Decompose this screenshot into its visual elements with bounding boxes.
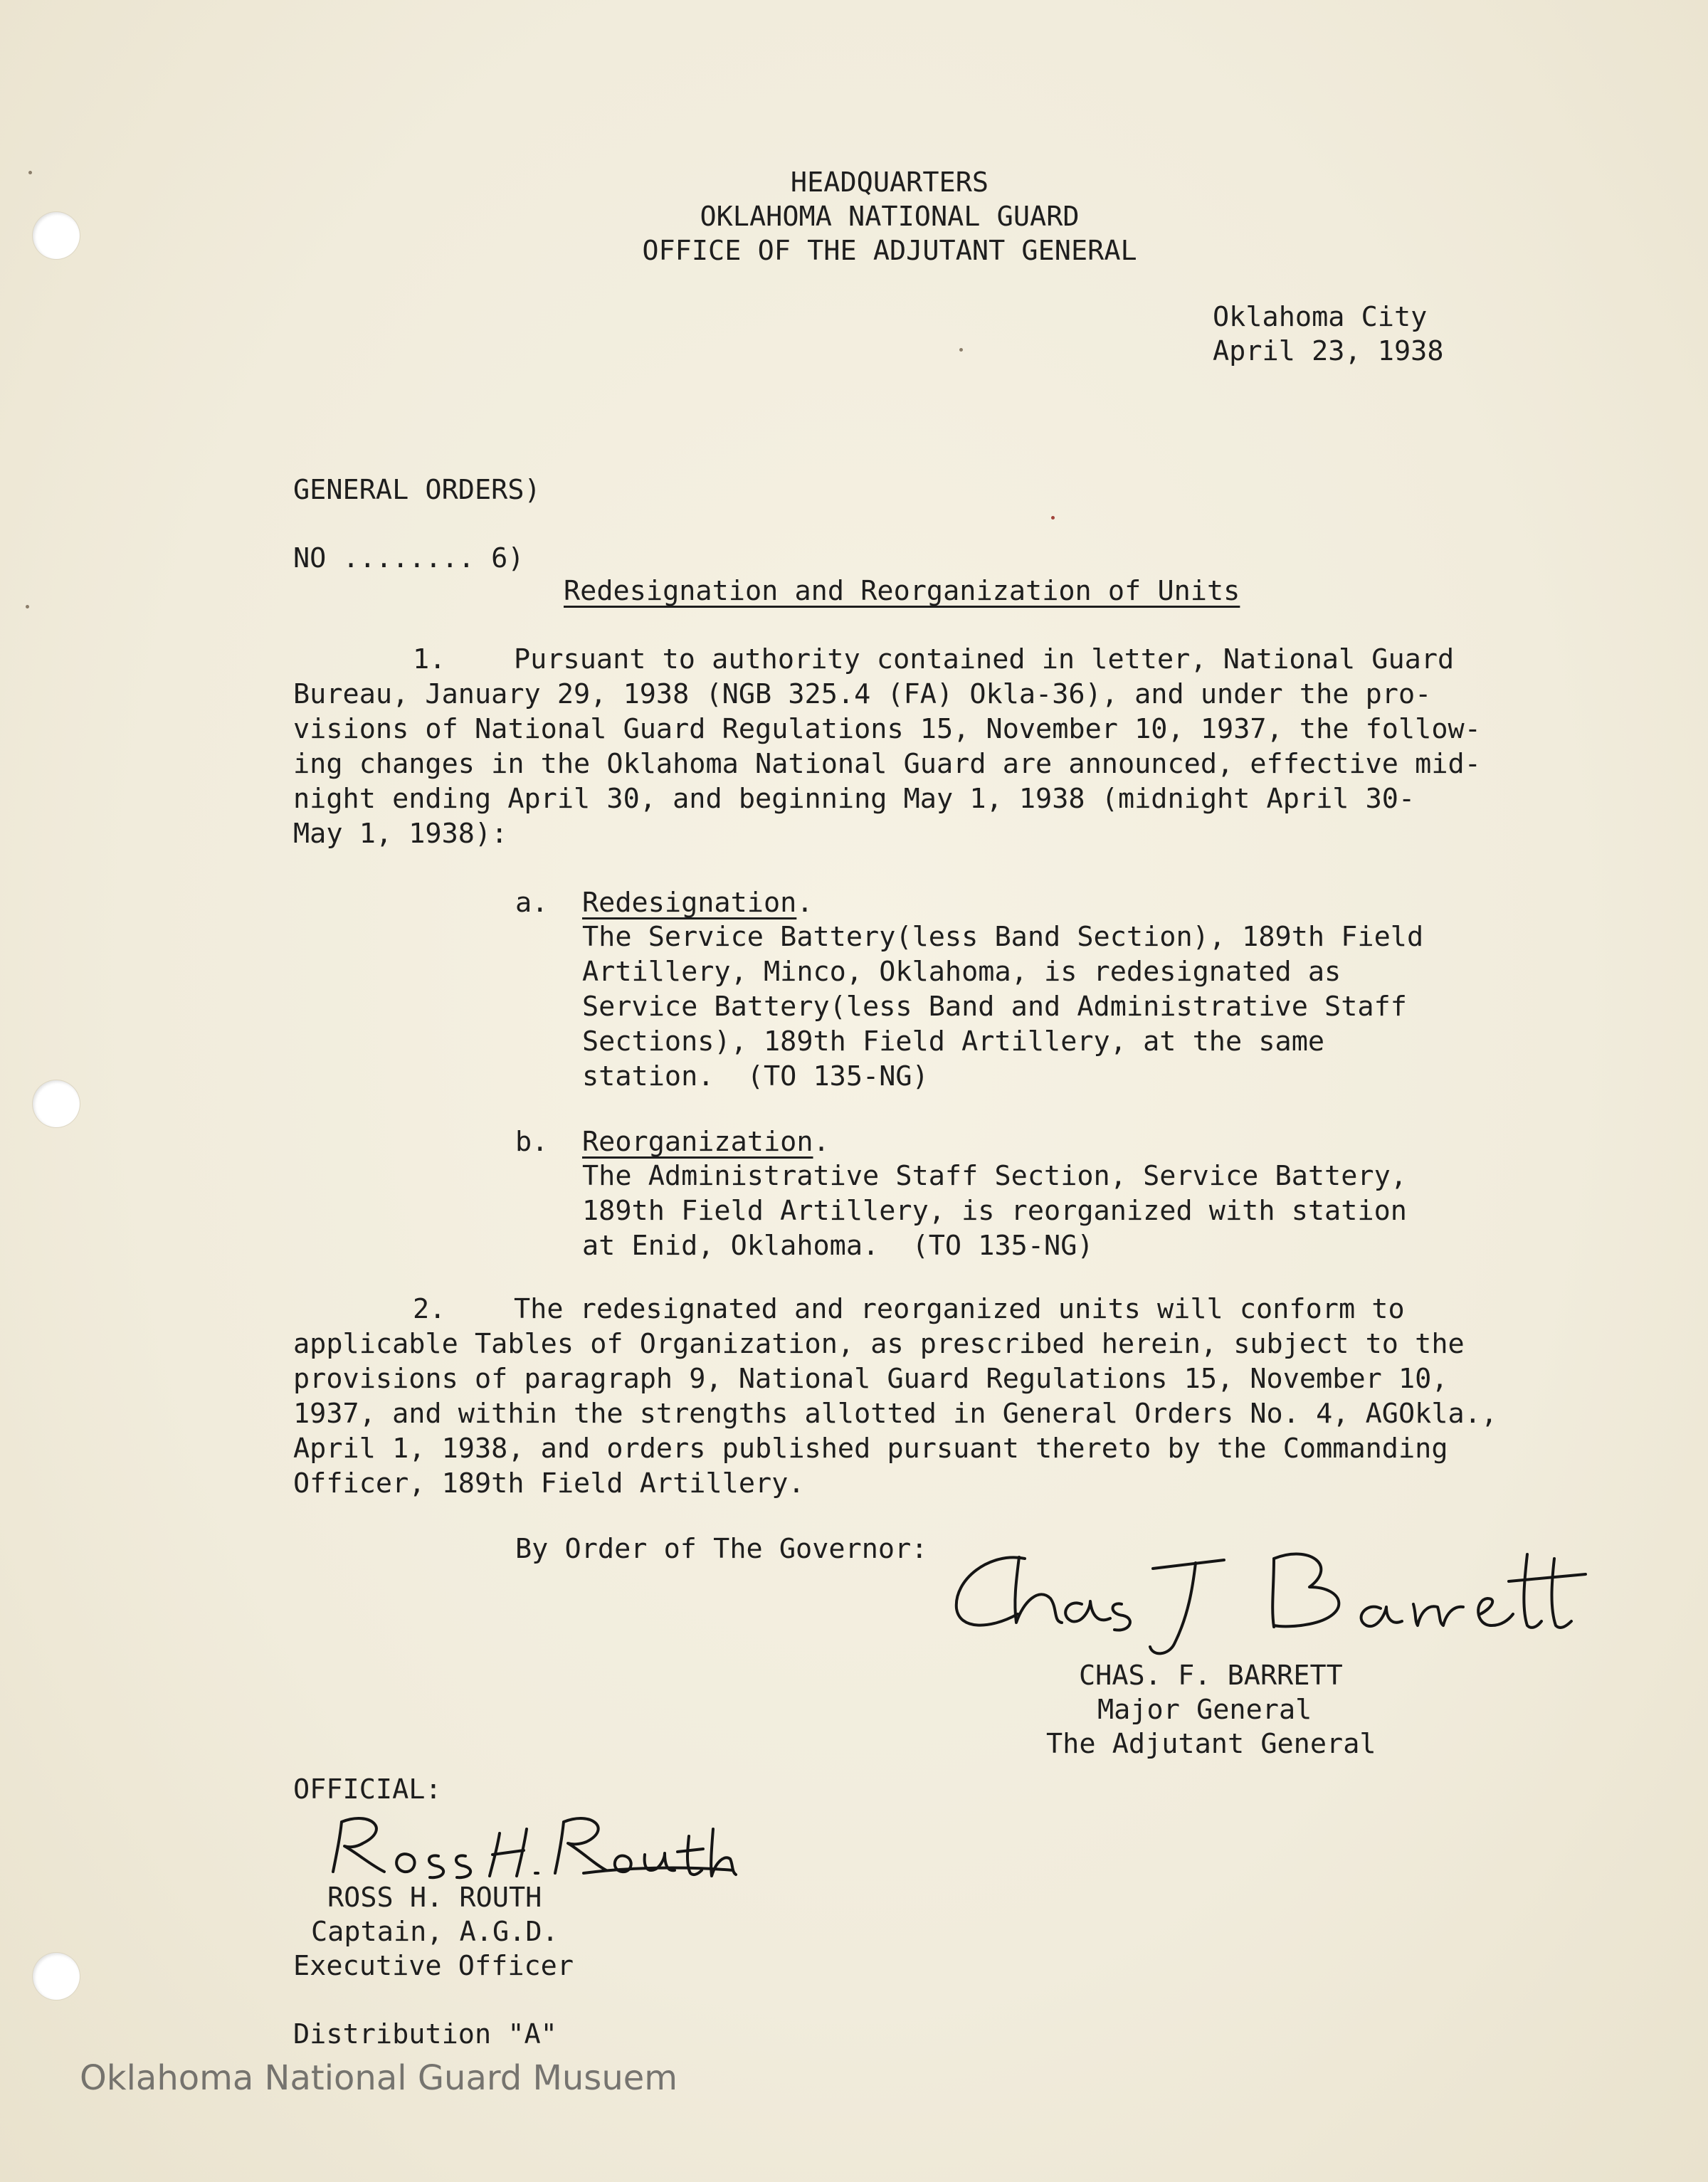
item-a-line: Service Battery(less Band and Administrative Staff <box>582 991 1407 1023</box>
routh-signature <box>313 1808 740 1886</box>
item-b-heading: Reorganization <box>582 1126 813 1158</box>
item-a-heading-row <box>582 885 813 920</box>
paragraph-2-line: applicable Tables of Organization, as prescribed herein, subject to the <box>293 1328 1465 1360</box>
paragraph-1-line: Bureau, January 29, 1938 (NGB 325.4 (FA) Okla-36), and under the pro- <box>293 678 1432 710</box>
item-b-heading-punct: . <box>813 1126 830 1158</box>
paragraph-2-line: 1937, and within the strengths allotted in General Orders No. 4, AGOkla., <box>293 1398 1498 1430</box>
item-a-line: Artillery, Minco, Oklahoma, is redesignated as <box>582 956 1341 988</box>
paper-speck <box>26 605 29 608</box>
item-b-letter: b. <box>515 1126 549 1158</box>
paragraph-2-number: 2. <box>413 1293 446 1325</box>
item-a-line: The Service Battery(less Band Section), 189th Field <box>582 921 1424 953</box>
general-orders-label: GENERAL ORDERS) <box>293 474 541 506</box>
barrett-signature <box>939 1530 1594 1658</box>
paragraph-1-line: visions of National Guard Regulations 15, November 10, 1937, the follow- <box>293 713 1481 745</box>
paper-speck <box>959 348 963 352</box>
paragraph-1-line: ing changes in the Oklahoma National Guard are announced, effective mid- <box>293 748 1481 780</box>
signer-title: The Adjutant General <box>1046 1728 1376 1760</box>
item-b-line: at Enid, Oklahoma. (TO 135-NG) <box>582 1230 1094 1262</box>
paper-speck <box>28 171 32 174</box>
paragraph-2-line: April 1, 1938, and orders published pursuant thereto by the Commanding <box>293 1433 1448 1465</box>
official-label: OFFICIAL: <box>293 1773 442 1806</box>
paragraph-1-line: night ending April 30, and beginning May 1, 1938 (midnight April 30- <box>293 783 1416 815</box>
signer-rank: Major General <box>1097 1694 1312 1726</box>
paragraph-2-line: provisions of paragraph 9, National Guard Regulations 15, November 10, <box>293 1363 1448 1395</box>
official-name: ROSS H. ROUTH <box>327 1882 542 1914</box>
item-a-line: station. (TO 135-NG) <box>582 1060 929 1092</box>
item-a-heading: Redesignation <box>582 887 797 919</box>
item-b-line: The Administrative Staff Section, Service Battery, <box>582 1160 1407 1192</box>
by-order-line: By Order of The Governor: <box>515 1533 928 1565</box>
header-line-1: HEADQUARTERS <box>790 167 989 199</box>
general-orders-number: NO ........ 6) <box>293 542 524 574</box>
museum-watermark: Oklahoma National Guard Musuem <box>80 2058 678 2098</box>
item-a-letter: a. <box>515 887 549 919</box>
punch-hole-top <box>33 212 80 259</box>
punch-hole-middle <box>33 1080 80 1127</box>
document-date: April 23, 1938 <box>1213 335 1444 367</box>
header-line-2: OKLAHOMA NATIONAL GUARD <box>700 201 1080 233</box>
paragraph-2-line: Officer, 189th Field Artillery. <box>293 1467 805 1500</box>
punch-hole-bottom <box>33 1953 80 2000</box>
document-city: Oklahoma City <box>1213 301 1428 333</box>
paragraph-1-number: 1. <box>413 643 446 675</box>
signer-name: CHAS. F. BARRETT <box>1079 1660 1343 1692</box>
item-b-heading-row <box>582 1124 830 1159</box>
paper-speck <box>1051 516 1055 520</box>
item-a-heading-punct: . <box>796 887 813 919</box>
official-rank: Captain, A.G.D. <box>311 1916 559 1948</box>
paragraph-1-line: Pursuant to authority contained in letter, National Guard <box>514 643 1455 675</box>
item-b-line: 189th Field Artillery, is reorganized with station <box>582 1195 1407 1227</box>
paragraph-2-line: The redesignated and reorganized units will conform to <box>514 1293 1405 1325</box>
item-a-line: Sections), 189th Field Artillery, at the same <box>582 1026 1325 1058</box>
paragraph-1-line: May 1, 1938): <box>293 818 508 850</box>
official-title: Executive Officer <box>293 1950 574 1982</box>
distribution-line: Distribution "A" <box>293 2018 557 2050</box>
order-subject: Redesignation and Reorganization of Units <box>564 575 1240 607</box>
header-line-3: OFFICE OF THE ADJUTANT GENERAL <box>642 235 1137 267</box>
